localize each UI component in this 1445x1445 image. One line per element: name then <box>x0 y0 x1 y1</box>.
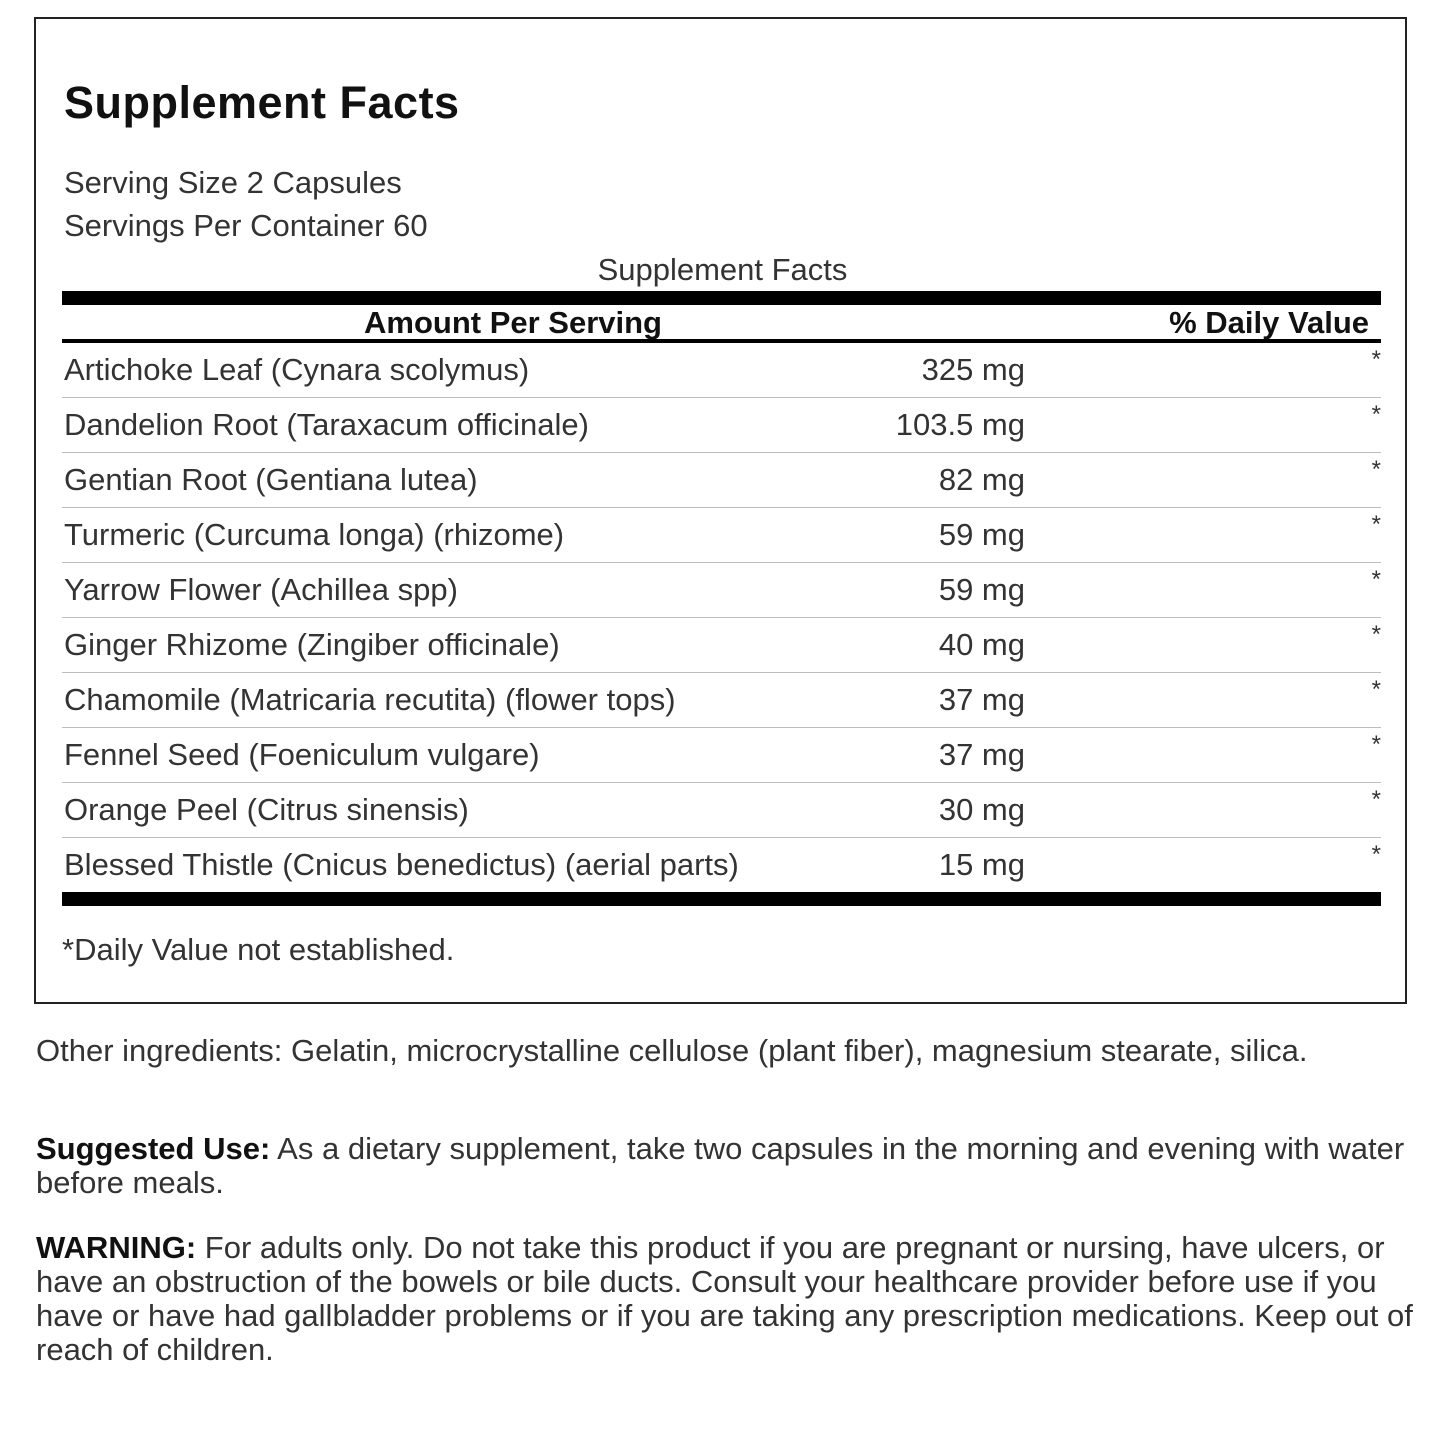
ingredient-amount: 40 mg <box>938 627 1025 662</box>
ingredient-amount: 30 mg <box>938 792 1025 827</box>
ingredient-name: Fennel Seed (Foeniculum vulgare) <box>64 737 540 772</box>
serving-size: Serving Size 2 Capsules <box>64 165 402 200</box>
panel-title: Supplement Facts <box>64 77 460 128</box>
servings-per-container: Servings Per Container 60 <box>64 208 428 243</box>
ingredient-daily-value: * <box>1371 346 1381 373</box>
ingredient-daily-value: * <box>1371 401 1381 428</box>
supplement-facts-panel <box>34 17 1407 1004</box>
ingredient-name: Ginger Rhizome (Zingiber officinale) <box>64 627 560 662</box>
table-row <box>62 343 1381 398</box>
bottom-rule <box>62 892 1381 906</box>
ingredient-daily-value: * <box>1371 731 1381 758</box>
ingredient-amount: 37 mg <box>938 682 1025 717</box>
table-row <box>62 398 1381 453</box>
ingredient-amount: 325 mg <box>921 352 1025 387</box>
ingredient-daily-value: * <box>1371 621 1381 648</box>
table-row <box>62 618 1381 673</box>
ingredient-name: Orange Peel (Citrus sinensis) <box>64 792 469 827</box>
ingredient-amount: 37 mg <box>938 737 1025 772</box>
table-caption: Supplement Facts <box>597 252 848 287</box>
table-row <box>62 453 1381 508</box>
header-amount-per-serving: Amount Per Serving <box>364 305 662 340</box>
ingredient-name: Blessed Thistle (Cnicus benedictus) (aerial parts) <box>64 847 739 882</box>
ingredient-amount: 103.5 mg <box>895 407 1025 442</box>
ingredient-amount: 59 mg <box>938 572 1025 607</box>
ingredient-daily-value: * <box>1371 786 1381 813</box>
ingredient-daily-value: * <box>1371 676 1381 703</box>
ingredient-name: Chamomile (Matricaria recutita) (flower tops) <box>64 682 676 717</box>
header-daily-value: % Daily Value <box>1169 305 1369 340</box>
other-ingredients: Other ingredients: Gelatin, microcrystalline cellulose (plant fiber), magnesium stearate, silica. <box>36 1033 1308 1068</box>
ingredient-daily-value: * <box>1371 456 1381 483</box>
table-row <box>62 563 1381 618</box>
table-row <box>62 838 1381 893</box>
ingredient-daily-value: * <box>1371 566 1381 593</box>
table-row <box>62 508 1381 563</box>
table-row <box>62 728 1381 783</box>
ingredient-name: Turmeric (Curcuma longa) (rhizome) <box>64 517 565 552</box>
ingredient-name: Artichoke Leaf (Cynara scolymus) <box>64 352 530 387</box>
ingredient-name: Dandelion Root (Taraxacum officinale) <box>64 407 589 442</box>
table-row <box>62 673 1381 728</box>
table-header <box>62 305 1381 343</box>
suggested-use-label: Suggested Use: <box>36 1131 271 1166</box>
suggested-use <box>36 1132 1416 1200</box>
ingredient-daily-value: * <box>1371 841 1381 868</box>
ingredient-amount: 59 mg <box>938 517 1025 552</box>
top-rule <box>62 291 1381 305</box>
daily-value-footnote: *Daily Value not established. <box>62 932 455 967</box>
ingredient-rows <box>62 343 1381 893</box>
warning <box>36 1231 1416 1367</box>
ingredient-amount: 15 mg <box>938 847 1025 882</box>
suggested-use-text: As a dietary supplement, take two capsules in the morning and evening with water before meals. <box>36 1131 1405 1200</box>
warning-label: WARNING: <box>36 1230 197 1265</box>
ingredient-name: Gentian Root (Gentiana lutea) <box>64 462 478 497</box>
warning-text: For adults only. Do not take this product if you are pregnant or nursing, have ulcers, or have an obstruction of the bowels or bile ducts. Consult your healthcare provider before use if you have or have had gallbladder problems or if you are taking any prescription medications. Keep out of reach of children. <box>36 1230 1413 1367</box>
ingredient-daily-value: * <box>1371 511 1381 538</box>
ingredient-name: Yarrow Flower (Achillea spp) <box>64 572 458 607</box>
ingredient-amount: 82 mg <box>938 462 1025 497</box>
table-row <box>62 783 1381 838</box>
